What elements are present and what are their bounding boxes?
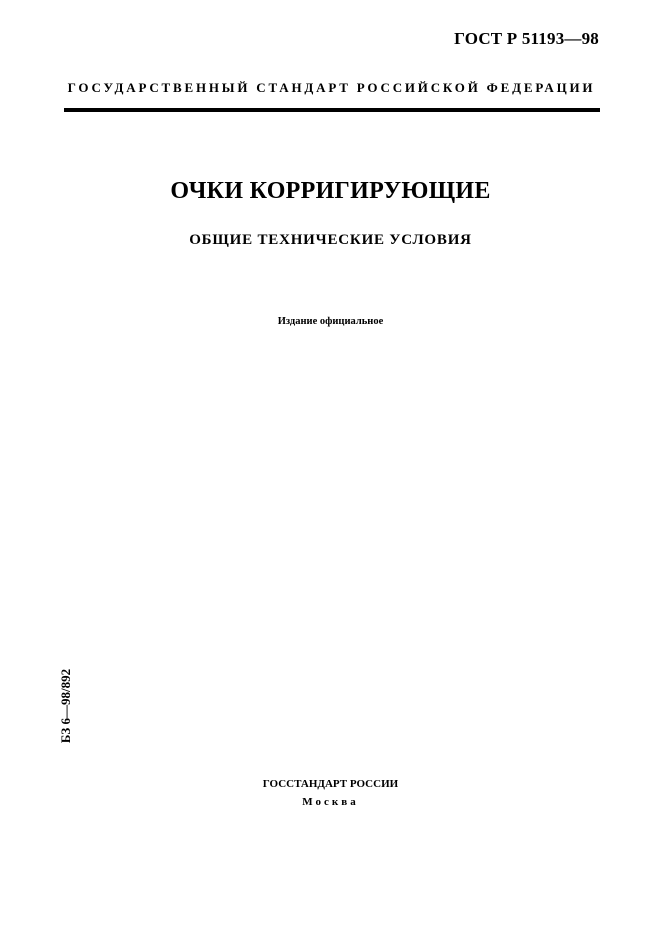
side-catalog-code: БЗ 6—98/892 bbox=[58, 668, 73, 744]
publication-city: Москва bbox=[302, 796, 359, 808]
header-divider bbox=[64, 108, 600, 112]
document-number: ГОСТ Р 51193—98 bbox=[454, 29, 599, 48]
document-title: ОЧКИ КОРРИГИРУЮЩИЕ bbox=[170, 178, 491, 204]
publisher: ГОССТАНДАРТ РОССИИ bbox=[262, 778, 399, 790]
edition-note: Издание официальное bbox=[277, 316, 384, 327]
standard-header: ГОСУДАРСТВЕННЫЙ СТАНДАРТ РОССИЙСКОЙ ФЕДЕРАЦИИ bbox=[67, 80, 596, 95]
document-subtitle: ОБЩИЕ ТЕХНИЧЕСКИЕ УСЛОВИЯ bbox=[189, 232, 472, 248]
